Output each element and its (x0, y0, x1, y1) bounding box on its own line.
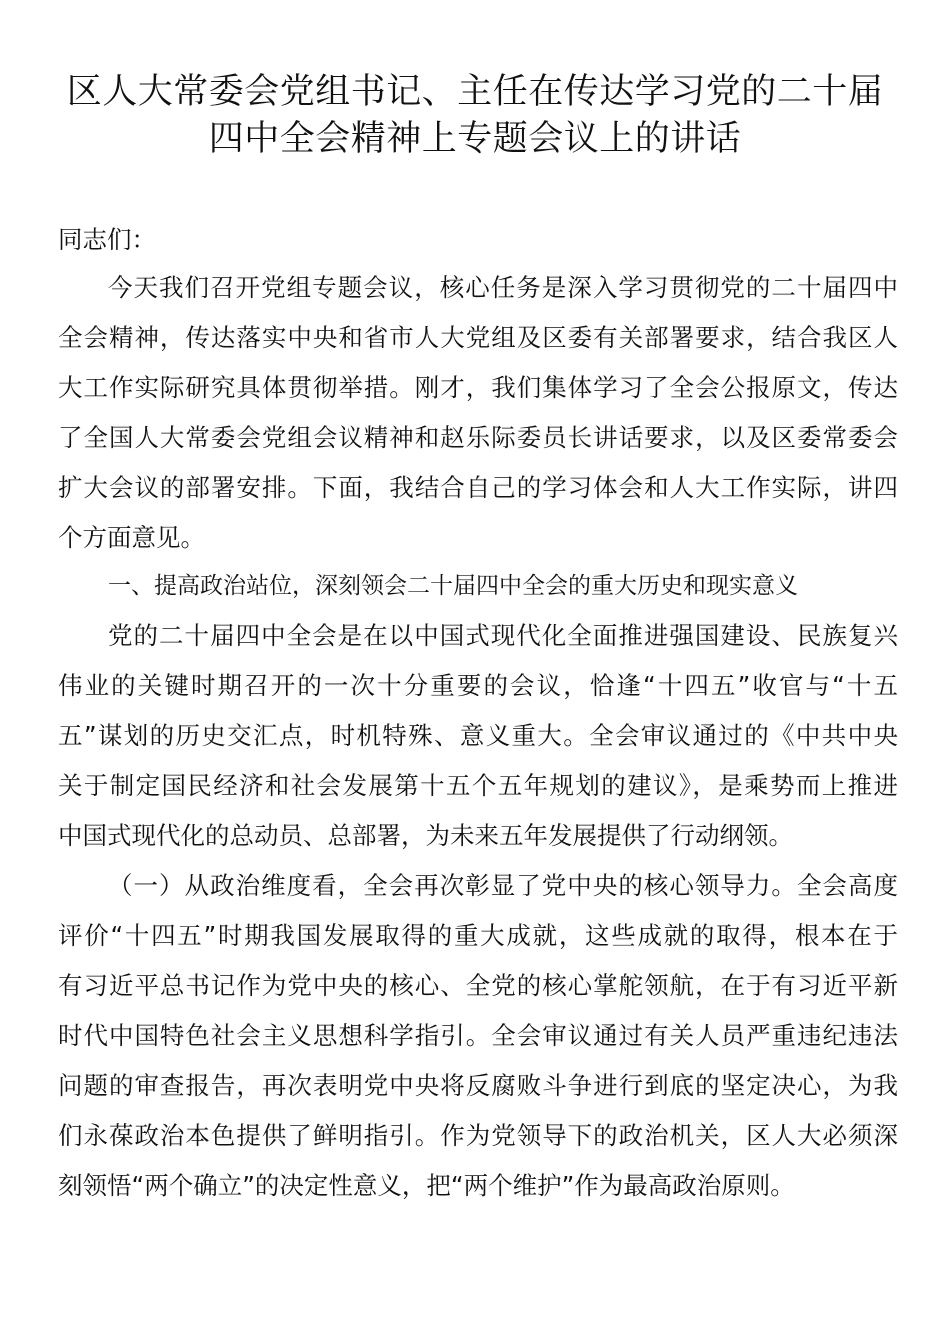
paragraph-3-line: 有习近平总书记作为党中央的核心、全党的核心掌舵领航，在于有习近平新 (58, 971, 898, 1000)
paragraph-2-line: 关于制定国民经济和社会发展第十五个五年规划的建议》，是乘势而上推进 (58, 771, 898, 800)
paragraph-3-line: 时代中国特色社会主义思想科学指引。全会审议通过有关人员严重违纪违法 (58, 1021, 898, 1050)
paragraph-1-line: 大工作实际研究具体贯彻举措。刚才，我们集体学习了全会公报原文，传达 (58, 373, 898, 402)
paragraph-1-line: 今天我们召开党组专题会议，核心任务是深入学习贯彻党的二十届四中 (108, 273, 898, 302)
paragraph-1-line: 全会精神，传达落实中央和省市人大党组及区委有关部署要求，结合我区人 (58, 323, 898, 352)
paragraph-3-line: （一）从政治维度看，全会再次彰显了党中央的核心领导力。全会高度 (108, 871, 898, 900)
paragraph-2-line: 五”谋划的历史交汇点，时机特殊、意义重大。全会审议通过的《中共中央 (58, 721, 898, 750)
salutation: 同志们： (58, 225, 156, 254)
section-heading-1: 一、提高政治站位，深刻领会二十届四中全会的重大历史和现实意义 (108, 573, 798, 599)
paragraph-3-line: 们永葆政治本色提供了鲜明指引。作为党领导下的政治机关，区人大必须深 (58, 1121, 898, 1150)
paragraph-2-line: 党的二十届四中全会是在以中国式现代化全面推进强国建设、民族复兴 (108, 621, 898, 650)
paragraph-1-line: 扩大会议的部署安排。下面，我结合自己的学习体会和人大工作实际，讲四 (58, 473, 898, 502)
paragraph-3-line: 评价“十四五”时期我国发展取得的重大成就，这些成就的取得，根本在于 (58, 921, 898, 950)
paragraph-1-line: 了全国人大常委会党组会议精神和赵乐际委员长讲话要求，以及区委常委会 (58, 423, 898, 452)
paragraph-2-line: 中国式现代化的总动员、总部署，为未来五年发展提供了行动纲领。 (58, 821, 793, 850)
paragraph-3-line: 问题的审查报告，再次表明党中央将反腐败斗争进行到底的坚定决心，为我 (58, 1071, 898, 1100)
paragraph-2-line: 伟业的关键时期召开的一次十分重要的会议，恰逢“十四五”收官与“十五 (58, 671, 898, 700)
paragraph-1-line: 个方面意见。 (58, 523, 205, 552)
document-title-line-1: 区人大常委会党组书记、主任在传达学习党的二十届 (66, 72, 884, 112)
paragraph-3-line: 刻领悟“两个确立”的决定性意义，把“两个维护”作为最高政治原则。 (58, 1171, 795, 1200)
document-title-line-2: 四中全会精神上专题会议上的讲话 (208, 119, 742, 159)
